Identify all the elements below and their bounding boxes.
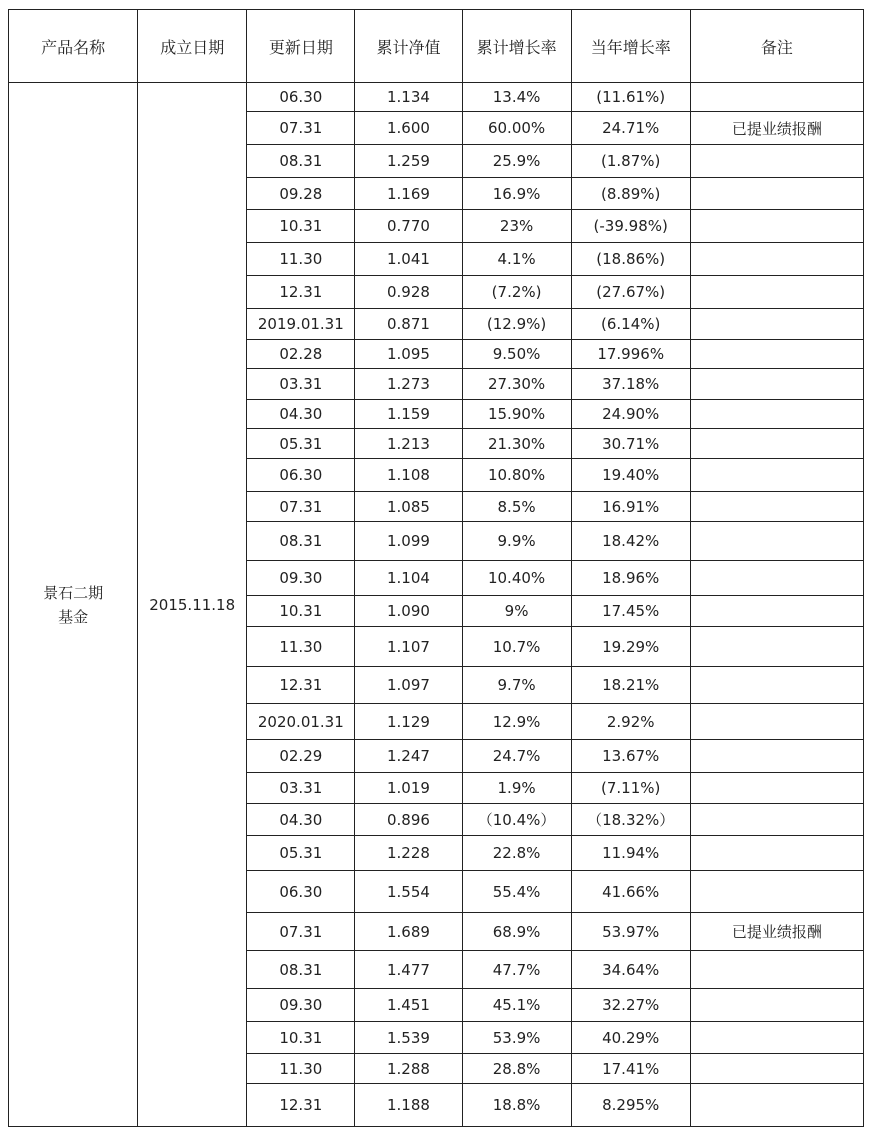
- date-cell: 12.31: [247, 276, 355, 309]
- cumulative-growth-cell: 18.8%: [462, 1084, 571, 1127]
- date-cell: 08.31: [247, 951, 355, 989]
- ytd-growth-cell: (18.86%): [571, 243, 690, 276]
- header-row: [9, 10, 864, 83]
- ytd-growth-cell: 18.96%: [571, 561, 690, 596]
- ytd-growth-cell: (6.14%): [571, 309, 690, 340]
- remark-cell: [690, 773, 863, 804]
- ytd-growth-cell: 19.29%: [571, 627, 690, 667]
- remark-cell: [690, 1054, 863, 1084]
- date-cell: 04.30: [247, 804, 355, 836]
- nav-cell: 1.104: [355, 561, 462, 596]
- date-cell: 07.31: [247, 913, 355, 951]
- nav-cell: 1.554: [355, 871, 462, 913]
- cumulative-growth-cell: 21.30%: [462, 429, 571, 459]
- established-date-cell: 2015.11.18: [138, 83, 247, 1127]
- date-cell: 06.30: [247, 871, 355, 913]
- cumulative-growth-cell: 8.5%: [462, 492, 571, 522]
- remark-cell: [690, 83, 863, 112]
- ytd-growth-cell: 17.45%: [571, 596, 690, 627]
- date-cell: 11.30: [247, 243, 355, 276]
- remark-cell: [690, 243, 863, 276]
- date-cell: 10.31: [247, 210, 355, 243]
- ytd-growth-cell: 32.27%: [571, 989, 690, 1022]
- nav-cell: 1.188: [355, 1084, 462, 1127]
- ytd-growth-cell: 24.90%: [571, 400, 690, 429]
- date-cell: 03.31: [247, 369, 355, 400]
- date-cell: 07.31: [247, 112, 355, 145]
- date-cell: 11.30: [247, 627, 355, 667]
- remark-cell: [690, 561, 863, 596]
- date-cell: 05.31: [247, 429, 355, 459]
- nav-cell: 1.129: [355, 704, 462, 740]
- header-cumulative-nav: 累计净值: [355, 10, 462, 83]
- date-cell: 04.30: [247, 400, 355, 429]
- nav-cell: 1.259: [355, 145, 462, 178]
- nav-cell: 1.228: [355, 836, 462, 871]
- remark-cell: [690, 145, 863, 178]
- remark-cell: 已提业绩报酬: [690, 913, 863, 951]
- nav-cell: 1.247: [355, 740, 462, 773]
- remark-cell: [690, 210, 863, 243]
- remark-cell: [690, 1022, 863, 1054]
- cumulative-growth-cell: 68.9%: [462, 913, 571, 951]
- header-remarks: 备注: [690, 10, 863, 83]
- product-name-line1: 景石二期: [43, 583, 104, 602]
- cumulative-growth-cell: 24.7%: [462, 740, 571, 773]
- cumulative-growth-cell: (12.9%): [462, 309, 571, 340]
- ytd-growth-cell: 2.92%: [571, 704, 690, 740]
- remark-cell: [690, 871, 863, 913]
- ytd-growth-cell: 34.64%: [571, 951, 690, 989]
- date-cell: 06.30: [247, 83, 355, 112]
- nav-cell: 1.099: [355, 522, 462, 561]
- cumulative-growth-cell: 28.8%: [462, 1054, 571, 1084]
- remark-cell: [690, 804, 863, 836]
- nav-cell: 1.041: [355, 243, 462, 276]
- nav-cell: 1.213: [355, 429, 462, 459]
- remark-cell: [690, 627, 863, 667]
- date-cell: 02.29: [247, 740, 355, 773]
- ytd-growth-cell: 8.295%: [571, 1084, 690, 1127]
- remark-cell: [690, 667, 863, 704]
- cumulative-growth-cell: 10.7%: [462, 627, 571, 667]
- cumulative-growth-cell: 27.30%: [462, 369, 571, 400]
- ytd-growth-cell: 19.40%: [571, 459, 690, 492]
- cumulative-growth-cell: 22.8%: [462, 836, 571, 871]
- nav-cell: 1.095: [355, 340, 462, 369]
- nav-cell: 1.600: [355, 112, 462, 145]
- date-cell: 09.30: [247, 561, 355, 596]
- ytd-growth-cell: 17.996%: [571, 340, 690, 369]
- header-update-date: 更新日期: [247, 10, 355, 83]
- remark-cell: [690, 309, 863, 340]
- date-cell: 2020.01.31: [247, 704, 355, 740]
- nav-cell: 1.090: [355, 596, 462, 627]
- nav-cell: 1.689: [355, 913, 462, 951]
- ytd-growth-cell: (11.61%): [571, 83, 690, 112]
- cumulative-growth-cell: 47.7%: [462, 951, 571, 989]
- remark-cell: [690, 369, 863, 400]
- date-cell: 05.31: [247, 836, 355, 871]
- cumulative-growth-cell: 53.9%: [462, 1022, 571, 1054]
- cumulative-growth-cell: (7.2%): [462, 276, 571, 309]
- date-cell: 10.31: [247, 596, 355, 627]
- header-established-date: 成立日期: [138, 10, 247, 83]
- remark-cell: [690, 522, 863, 561]
- header-ytd-growth: 当年增长率: [571, 10, 690, 83]
- nav-cell: 0.896: [355, 804, 462, 836]
- remark-cell: [690, 492, 863, 522]
- cumulative-growth-cell: 9.7%: [462, 667, 571, 704]
- ytd-growth-cell: (27.67%): [571, 276, 690, 309]
- fund-nav-table: [8, 9, 864, 1127]
- date-cell: 10.31: [247, 1022, 355, 1054]
- remark-cell: [690, 400, 863, 429]
- cumulative-growth-cell: 16.9%: [462, 178, 571, 210]
- cumulative-growth-cell: 13.4%: [462, 83, 571, 112]
- date-cell: 09.30: [247, 989, 355, 1022]
- cumulative-growth-cell: 25.9%: [462, 145, 571, 178]
- ytd-growth-cell: 41.66%: [571, 871, 690, 913]
- ytd-growth-cell: 16.91%: [571, 492, 690, 522]
- nav-cell: 1.451: [355, 989, 462, 1022]
- date-cell: 12.31: [247, 1084, 355, 1127]
- ytd-growth-cell: 11.94%: [571, 836, 690, 871]
- nav-cell: 0.928: [355, 276, 462, 309]
- cumulative-growth-cell: 15.90%: [462, 400, 571, 429]
- remark-cell: [690, 596, 863, 627]
- nav-cell: 1.019: [355, 773, 462, 804]
- remark-cell: [690, 429, 863, 459]
- ytd-growth-cell: (8.89%): [571, 178, 690, 210]
- ytd-growth-cell: 18.42%: [571, 522, 690, 561]
- cumulative-growth-cell: 9.50%: [462, 340, 571, 369]
- ytd-growth-cell: (1.87%): [571, 145, 690, 178]
- remark-cell: [690, 704, 863, 740]
- table-body: [9, 83, 864, 1127]
- nav-cell: 0.770: [355, 210, 462, 243]
- nav-cell: 1.477: [355, 951, 462, 989]
- nav-cell: 1.159: [355, 400, 462, 429]
- cumulative-growth-cell: 9%: [462, 596, 571, 627]
- cumulative-growth-cell: 9.9%: [462, 522, 571, 561]
- ytd-growth-cell: 18.21%: [571, 667, 690, 704]
- remark-cell: [690, 989, 863, 1022]
- date-cell: 02.28: [247, 340, 355, 369]
- cumulative-growth-cell: （10.4%）: [462, 804, 571, 836]
- remark-cell: [690, 740, 863, 773]
- header-product-name: 产品名称: [9, 10, 138, 83]
- date-cell: 2019.01.31: [247, 309, 355, 340]
- date-cell: 12.31: [247, 667, 355, 704]
- remark-cell: 已提业绩报酬: [690, 112, 863, 145]
- remark-cell: [690, 178, 863, 210]
- date-cell: 08.31: [247, 145, 355, 178]
- remark-cell: [690, 459, 863, 492]
- ytd-growth-cell: 30.71%: [571, 429, 690, 459]
- ytd-growth-cell: 24.71%: [571, 112, 690, 145]
- cumulative-growth-cell: 1.9%: [462, 773, 571, 804]
- nav-cell: 1.097: [355, 667, 462, 704]
- table-row: [9, 83, 864, 112]
- cumulative-growth-cell: 10.40%: [462, 561, 571, 596]
- ytd-growth-cell: (-39.98%): [571, 210, 690, 243]
- nav-cell: 1.134: [355, 83, 462, 112]
- product-name-cell: [9, 83, 138, 1127]
- product-name-line2: 基金: [58, 607, 89, 626]
- date-cell: 08.31: [247, 522, 355, 561]
- cumulative-growth-cell: 23%: [462, 210, 571, 243]
- remark-cell: [690, 951, 863, 989]
- date-cell: 06.30: [247, 459, 355, 492]
- nav-cell: 1.539: [355, 1022, 462, 1054]
- nav-cell: 1.169: [355, 178, 462, 210]
- cumulative-growth-cell: 55.4%: [462, 871, 571, 913]
- ytd-growth-cell: 13.67%: [571, 740, 690, 773]
- remark-cell: [690, 340, 863, 369]
- cumulative-growth-cell: 10.80%: [462, 459, 571, 492]
- cumulative-growth-cell: 45.1%: [462, 989, 571, 1022]
- ytd-growth-cell: 53.97%: [571, 913, 690, 951]
- ytd-growth-cell: 37.18%: [571, 369, 690, 400]
- remark-cell: [690, 276, 863, 309]
- nav-cell: 1.273: [355, 369, 462, 400]
- date-cell: 07.31: [247, 492, 355, 522]
- remark-cell: [690, 836, 863, 871]
- ytd-growth-cell: （18.32%）: [571, 804, 690, 836]
- remark-cell: [690, 1084, 863, 1127]
- nav-cell: 1.085: [355, 492, 462, 522]
- date-cell: 03.31: [247, 773, 355, 804]
- nav-cell: 1.288: [355, 1054, 462, 1084]
- ytd-growth-cell: (7.11%): [571, 773, 690, 804]
- nav-cell: 1.107: [355, 627, 462, 667]
- header-cumulative-growth: 累计增长率: [462, 10, 571, 83]
- ytd-growth-cell: 17.41%: [571, 1054, 690, 1084]
- date-cell: 09.28: [247, 178, 355, 210]
- cumulative-growth-cell: 4.1%: [462, 243, 571, 276]
- nav-cell: 0.871: [355, 309, 462, 340]
- cumulative-growth-cell: 12.9%: [462, 704, 571, 740]
- date-cell: 11.30: [247, 1054, 355, 1084]
- nav-cell: 1.108: [355, 459, 462, 492]
- cumulative-growth-cell: 60.00%: [462, 112, 571, 145]
- ytd-growth-cell: 40.29%: [571, 1022, 690, 1054]
